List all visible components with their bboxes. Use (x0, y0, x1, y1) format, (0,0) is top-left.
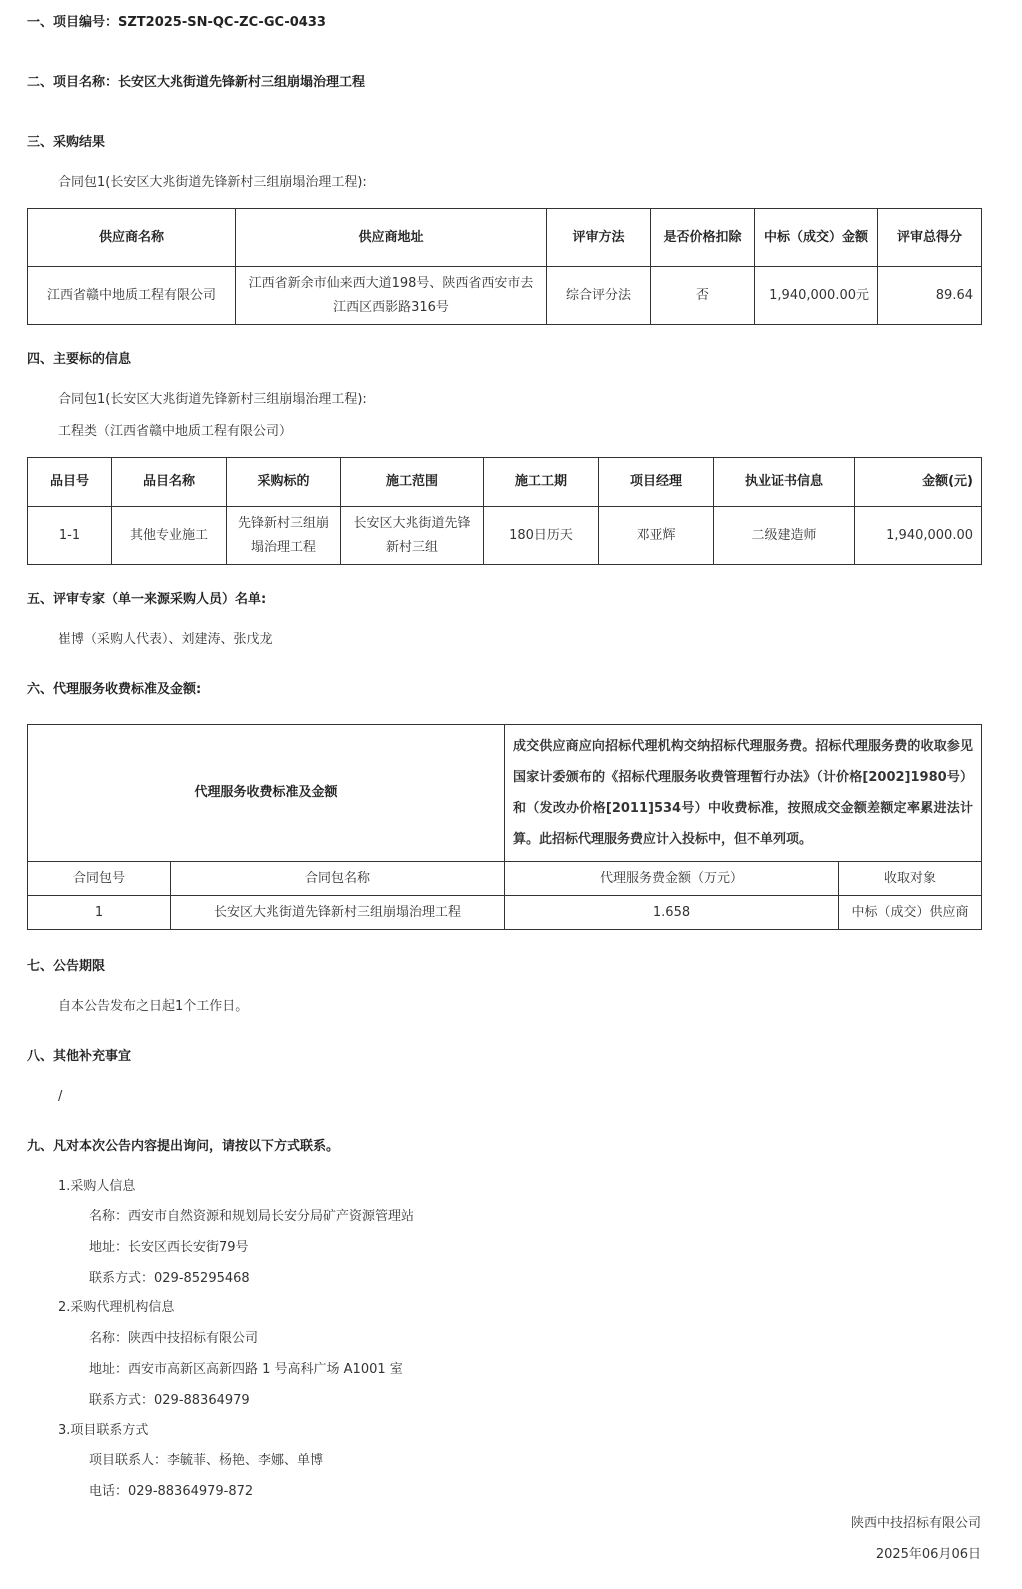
column-header: 收取对象 (839, 862, 982, 896)
table-header-row (28, 862, 982, 896)
agency-fee-heading: 六、代理服务收费标准及金额: (27, 682, 202, 697)
column-header: 金额(元) (855, 458, 982, 507)
column-header: 执业证书信息 (714, 458, 855, 507)
project-contact-heading: 3.项目联系方式 (58, 1423, 149, 1438)
footer-company: 陕西中技招标有限公司 (850, 1516, 981, 1531)
experts-heading: 五、评审专家（单一来源采购人员）名单: (27, 592, 267, 607)
other-matters-text: / (58, 1089, 63, 1104)
table-row (28, 267, 982, 325)
agency-fee-table (27, 724, 982, 930)
agency-info-heading: 2.采购代理机构信息 (58, 1300, 175, 1315)
supplier-name-cell: 江西省赣中地质工程有限公司 (28, 267, 236, 325)
main-subject-heading: 四、主要标的信息 (27, 352, 132, 367)
item-name-cell: 其他专业施工 (112, 507, 227, 565)
column-header: 评审方法 (547, 209, 651, 267)
project-phone: 电话：029-88364979-872 (89, 1484, 254, 1499)
purchaser-address: 地址：长安区西长安街79号 (89, 1240, 249, 1255)
fee-standard-text: 成交供应商应向招标代理机构交纳招标代理服务费。招标代理服务费的收取参见国家计委颁布的《招标代理服务收费管理暂行办法》（计价格[2002]1980号）和（发改办价格[2011]534号）中收费标准，按照成交金额差额定率累进法计算。此招标代理服务费应计入投标中，但不单列项。 (505, 725, 982, 862)
column-header: 供应商地址 (236, 209, 547, 267)
project-manager-cell: 邓亚辉 (599, 507, 714, 565)
subject-package-label: 合同包1(长安区大兆街道先锋新村三组崩塌治理工程): (58, 392, 367, 407)
certificate-cell: 二级建造师 (714, 507, 855, 565)
column-header: 合同包名称 (171, 862, 505, 896)
experts-names: 崔博（采购人代表）、刘建涛、张戊龙 (58, 632, 273, 647)
review-method-cell: 综合评分法 (547, 267, 651, 325)
agency-name: 名称：陕西中技招标有限公司 (89, 1331, 259, 1346)
column-header: 代理服务费金额（万元） (505, 862, 839, 896)
contact-heading: 九、凡对本次公告内容提出询问，请按以下方式联系。 (27, 1139, 340, 1154)
table-row (28, 896, 982, 930)
item-number-cell: 1-1 (28, 507, 112, 565)
column-header: 品目名称 (112, 458, 227, 507)
fee-standard-row (28, 725, 982, 862)
column-header: 采购标的 (227, 458, 341, 507)
column-header: 评审总得分 (878, 209, 982, 267)
agency-address: 地址：西安市高新区高新四路 1 号高科广场 A1001 室 (89, 1362, 403, 1377)
supplier-address-cell: 江西省新余市仙来西大道198号、陕西省西安市去江西区西影路316号 (236, 267, 547, 325)
column-header: 施工工期 (484, 458, 599, 507)
column-header: 施工范围 (341, 458, 484, 507)
column-header: 中标（成交）金额 (755, 209, 878, 267)
subject-category-label: 工程类（江西省赣中地质工程有限公司） (58, 424, 293, 439)
construction-period-cell: 180日历天 (484, 507, 599, 565)
table-row (28, 507, 982, 565)
result-package-label: 合同包1(长安区大兆街道先锋新村三组崩塌治理工程): (58, 175, 367, 190)
other-matters-heading: 八、其他补充事宜 (27, 1049, 132, 1064)
column-header: 合同包号 (28, 862, 171, 896)
main-subject-table (27, 457, 982, 565)
fee-payer-cell: 中标（成交）供应商 (839, 896, 982, 930)
project-number-heading: 一、项目编号：SZT2025-SN-QC-ZC-GC-0433 (27, 15, 326, 30)
construction-scope-cell: 长安区大兆街道先锋新村三组 (341, 507, 484, 565)
price-deduction-cell: 否 (651, 267, 755, 325)
winning-amount-cell: 1,940,000.00元 (755, 267, 878, 325)
column-header: 项目经理 (599, 458, 714, 507)
package-number-cell: 1 (28, 896, 171, 930)
table-header-row (28, 458, 982, 507)
column-header: 品目号 (28, 458, 112, 507)
announcement-period-heading: 七、公告期限 (27, 959, 106, 974)
procurement-result-table (27, 208, 982, 325)
announcement-period-text: 自本公告发布之日起1个工作日。 (58, 999, 249, 1014)
fee-standard-label: 代理服务收费标准及金额 (28, 725, 505, 862)
table-header-row (28, 209, 982, 267)
column-header: 供应商名称 (28, 209, 236, 267)
amount-cell: 1,940,000.00 (855, 507, 982, 565)
column-header: 是否价格扣除 (651, 209, 755, 267)
purchaser-contact: 联系方式：029-85295468 (89, 1271, 250, 1286)
project-name-heading: 二、项目名称：长安区大兆街道先锋新村三组崩塌治理工程 (27, 75, 366, 90)
footer-date: 2025年06月06日 (875, 1547, 981, 1562)
procurement-result-heading: 三、采购结果 (27, 135, 106, 150)
total-score-cell: 89.64 (878, 267, 982, 325)
subject-cell: 先锋新村三组崩塌治理工程 (227, 507, 341, 565)
project-contacts: 项目联系人：李毓菲、杨艳、李娜、单博 (89, 1453, 324, 1468)
purchaser-info-heading: 1.采购人信息 (58, 1179, 136, 1194)
agency-contact: 联系方式：029-88364979 (89, 1393, 250, 1408)
package-name-cell: 长安区大兆街道先锋新村三组崩塌治理工程 (171, 896, 505, 930)
fee-amount-cell: 1.658 (505, 896, 839, 930)
purchaser-name: 名称：西安市自然资源和规划局长安分局矿产资源管理站 (89, 1209, 415, 1224)
